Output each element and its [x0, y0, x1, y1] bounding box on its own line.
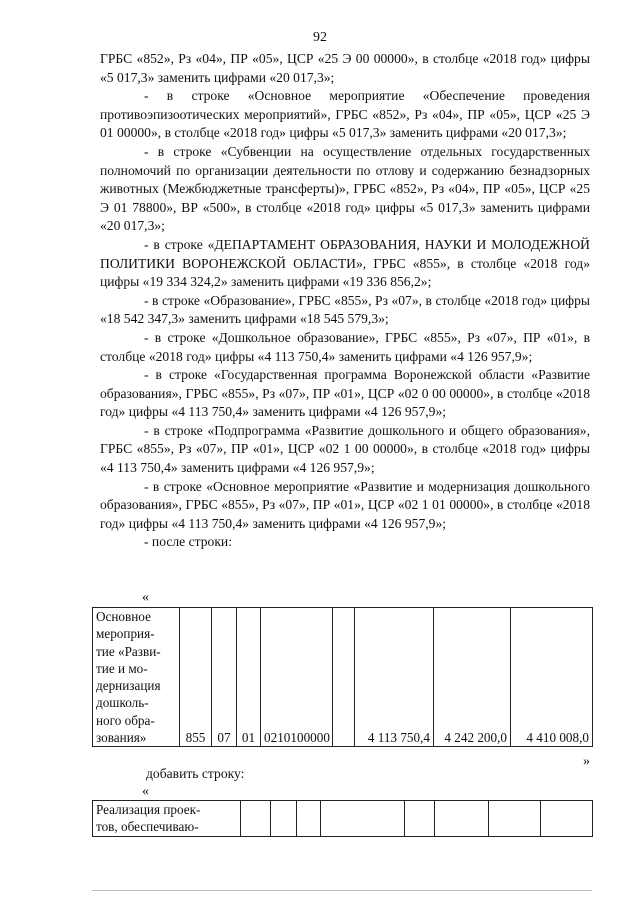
- year-2019-cell: 4 242 200,0: [434, 608, 511, 747]
- page-bottom-rule: [92, 890, 592, 891]
- grbs-cell: [241, 801, 271, 837]
- paragraph-5: - в строке «Образование», ГРБС «855», Рз «07», в столбце «2018 год» цифры «18 542 347,3» заменить цифрами «18 545 579,3»;: [100, 292, 590, 327]
- new-row-table: [92, 800, 593, 837]
- paragraph-8: - в строке «Подпрограмма «Развитие дошкольного и общего образования», ГРБС «855», Рз «07», ПР «01», ЦСР «02 1 00 00000», в столбце «2018 год» цифры «4 113 750,4» заменить цифрами «4 126 957,9»;: [100, 422, 590, 476]
- closing-quote-1: »: [583, 754, 590, 769]
- existing-row-table: [92, 607, 593, 747]
- paragraph-1: ГРБС «852», Рз «04», ПР «05», ЦСР «25 Э 00 00000», в столбце «2018 год» цифры «5 017,3» заменить цифрами «20 017,3»;: [100, 51, 590, 85]
- paragraph-7: - в строке «Государственная программа Воронежской области «Развитие образования», ГРБС «855», Рз «07», ПР «01», ЦСР «02 0 00 00000», в столбце «2018 год» цифры «4 113 750,4» заменить цифрами «4 126 957,9»;: [100, 367, 590, 420]
- csr-cell: [321, 801, 405, 837]
- vr-cell: [333, 608, 355, 747]
- pr-cell: 01: [237, 608, 261, 747]
- paragraph-10: - после строки:: [144, 534, 232, 550]
- opening-quote-1: «: [142, 590, 149, 605]
- page-number: 92: [313, 30, 327, 45]
- paragraph-2: - в строке «Основное мероприятие «Обеспечение проведения противоэпизоотических мероприятий», ГРБС «852», Рз «04», ПР «05», ЦСР «25 Э 01 00000», в столбце «2018 год» цифры «5 017,3» заменить цифрами «20 017,3»;: [100, 88, 590, 141]
- opening-quote-2: «: [142, 784, 149, 799]
- table-row: [93, 801, 593, 837]
- paragraph-4: - в строке «ДЕПАРТАМЕНТ ОБРАЗОВАНИЯ, НАУКИ И МОЛОДЕЖНОЙ ПОЛИТИКИ ВОРОНЕЖСКОЙ ОБЛАСТИ», ГРБС «855», в столбце «2018 год» цифры «19 334 324,2» заменить цифрами «19 336 856,2»;: [100, 236, 590, 290]
- rz-cell: [271, 801, 297, 837]
- paragraph-6: - в строке «Дошкольное образование», ГРБС «855», Рз «07», ПР «01», в столбце «2018 год» цифры «4 113 750,4» заменить цифрами «4 126 957,9»;: [100, 329, 590, 364]
- add-row-label: добавить строку:: [146, 766, 245, 781]
- pr-cell: [297, 801, 321, 837]
- amendments-text: [100, 50, 590, 552]
- row-name-cell: Основное мероприя- тие «Разви- тие и мо- дернизация дошколь- ного обра- зования»: [93, 608, 180, 747]
- year-2019-cell: [489, 801, 541, 837]
- csr-cell: 0210100000: [261, 608, 333, 747]
- paragraph-9: - в строке «Основное мероприятие «Развитие и модернизация дошкольного образования», ГРБС «855», Рз «07», ПР «01», ЦСР «02 1 01 00000», в столбце «2018 год» цифры «4 113 750,4» заменить цифрами «4 126 957,9»;: [100, 478, 590, 531]
- year-2018-cell: [435, 801, 489, 837]
- grbs-cell: 855: [180, 608, 212, 747]
- table-row: [93, 608, 593, 747]
- rz-cell: 07: [212, 608, 237, 747]
- vr-cell: [405, 801, 435, 837]
- year-2020-cell: [541, 801, 593, 837]
- year-2020-cell: 4 410 008,0: [511, 608, 593, 747]
- row-name-cell: Реализация проек- тов, обеспечиваю-: [93, 801, 241, 837]
- paragraph-3: - в строке «Субвенции на осуществление отдельных государственных полномочий по организации деятельности по отлову и содержанию безнадзорных животных (Межбюджетные трансферты)», ГРБС «852», Рз «04», ПР «05», ЦСР «25 Э 01 78800», ВР «500», в столбце «2018 год» цифры «5 017,3» заменить цифрами «20 017,3»;: [100, 143, 590, 234]
- year-2018-cell: 4 113 750,4: [355, 608, 434, 747]
